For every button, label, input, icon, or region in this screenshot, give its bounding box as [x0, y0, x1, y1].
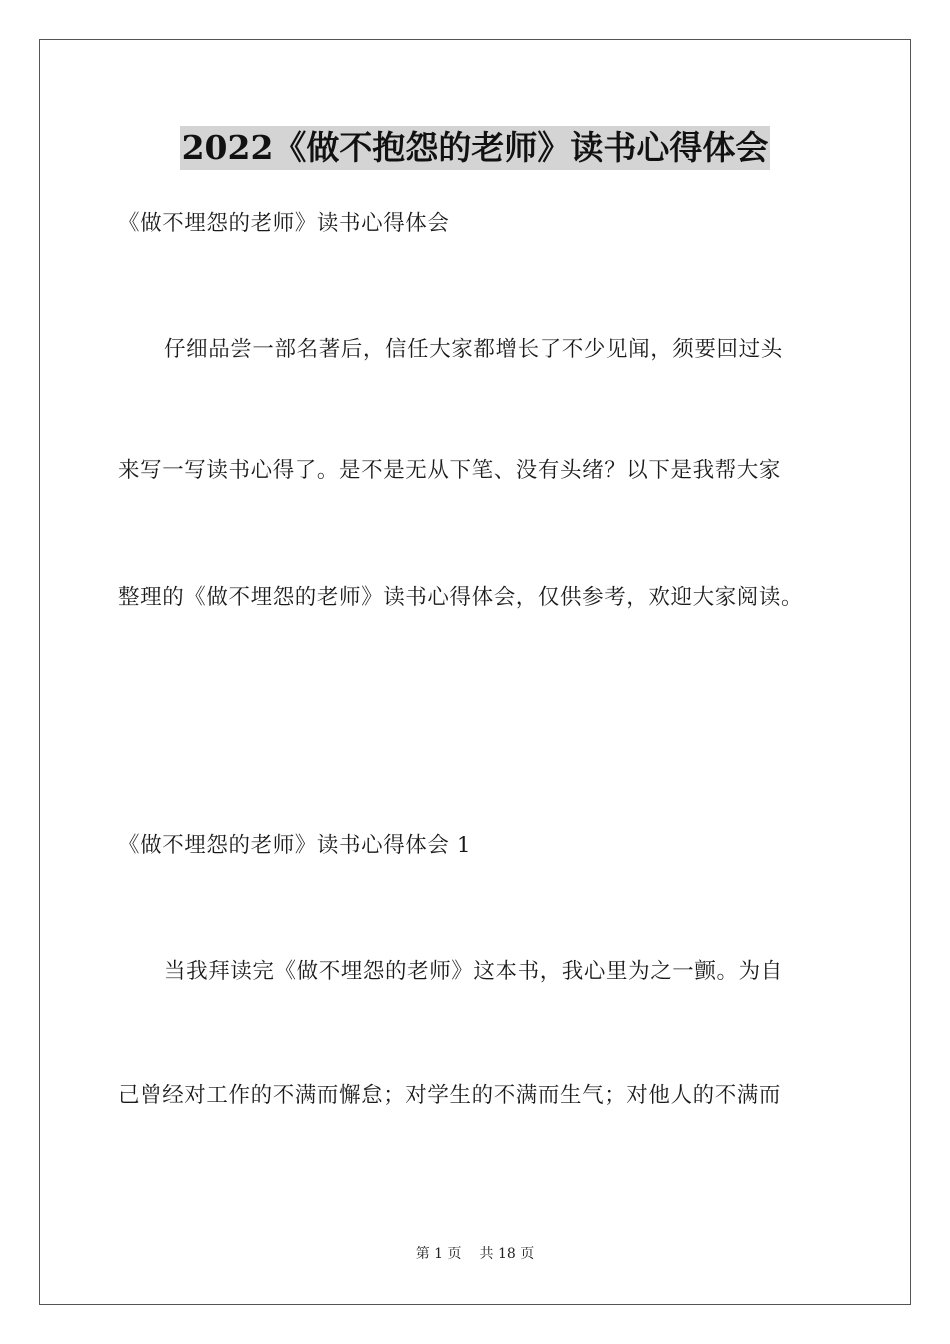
document-subtitle: 《做不埋怨的老师》读书心得体会	[118, 211, 450, 236]
page-total: 共 18 页	[479, 1246, 535, 1262]
intro-paragraph-line-2: 来写一写读书心得了。是不是无从下笔、没有头绪？以下是我帮大家	[118, 458, 782, 483]
page-footer	[0, 1244, 950, 1264]
section-heading: 《做不埋怨的老师》读书心得体会 1	[118, 833, 472, 858]
intro-paragraph-line-1: 仔细品尝一部名著后，信任大家都增长了不少见闻，须要回过头	[164, 337, 783, 362]
section-paragraph-line-2: 己曾经对工作的不满而懈怠；对学生的不满而生气；对他人的不满而	[118, 1083, 782, 1108]
title-container	[0, 126, 950, 170]
intro-paragraph-line-3: 整理的《做不埋怨的老师》读书心得体会，仅供参考，欢迎大家阅读。	[118, 585, 804, 610]
page-number: 第 1 页	[415, 1246, 462, 1262]
section-paragraph-line-1: 当我拜读完《做不埋怨的老师》这本书，我心里为之一颤。为自	[164, 959, 783, 984]
document-title: 2022《做不抱怨的老师》读书心得体会	[180, 126, 771, 170]
